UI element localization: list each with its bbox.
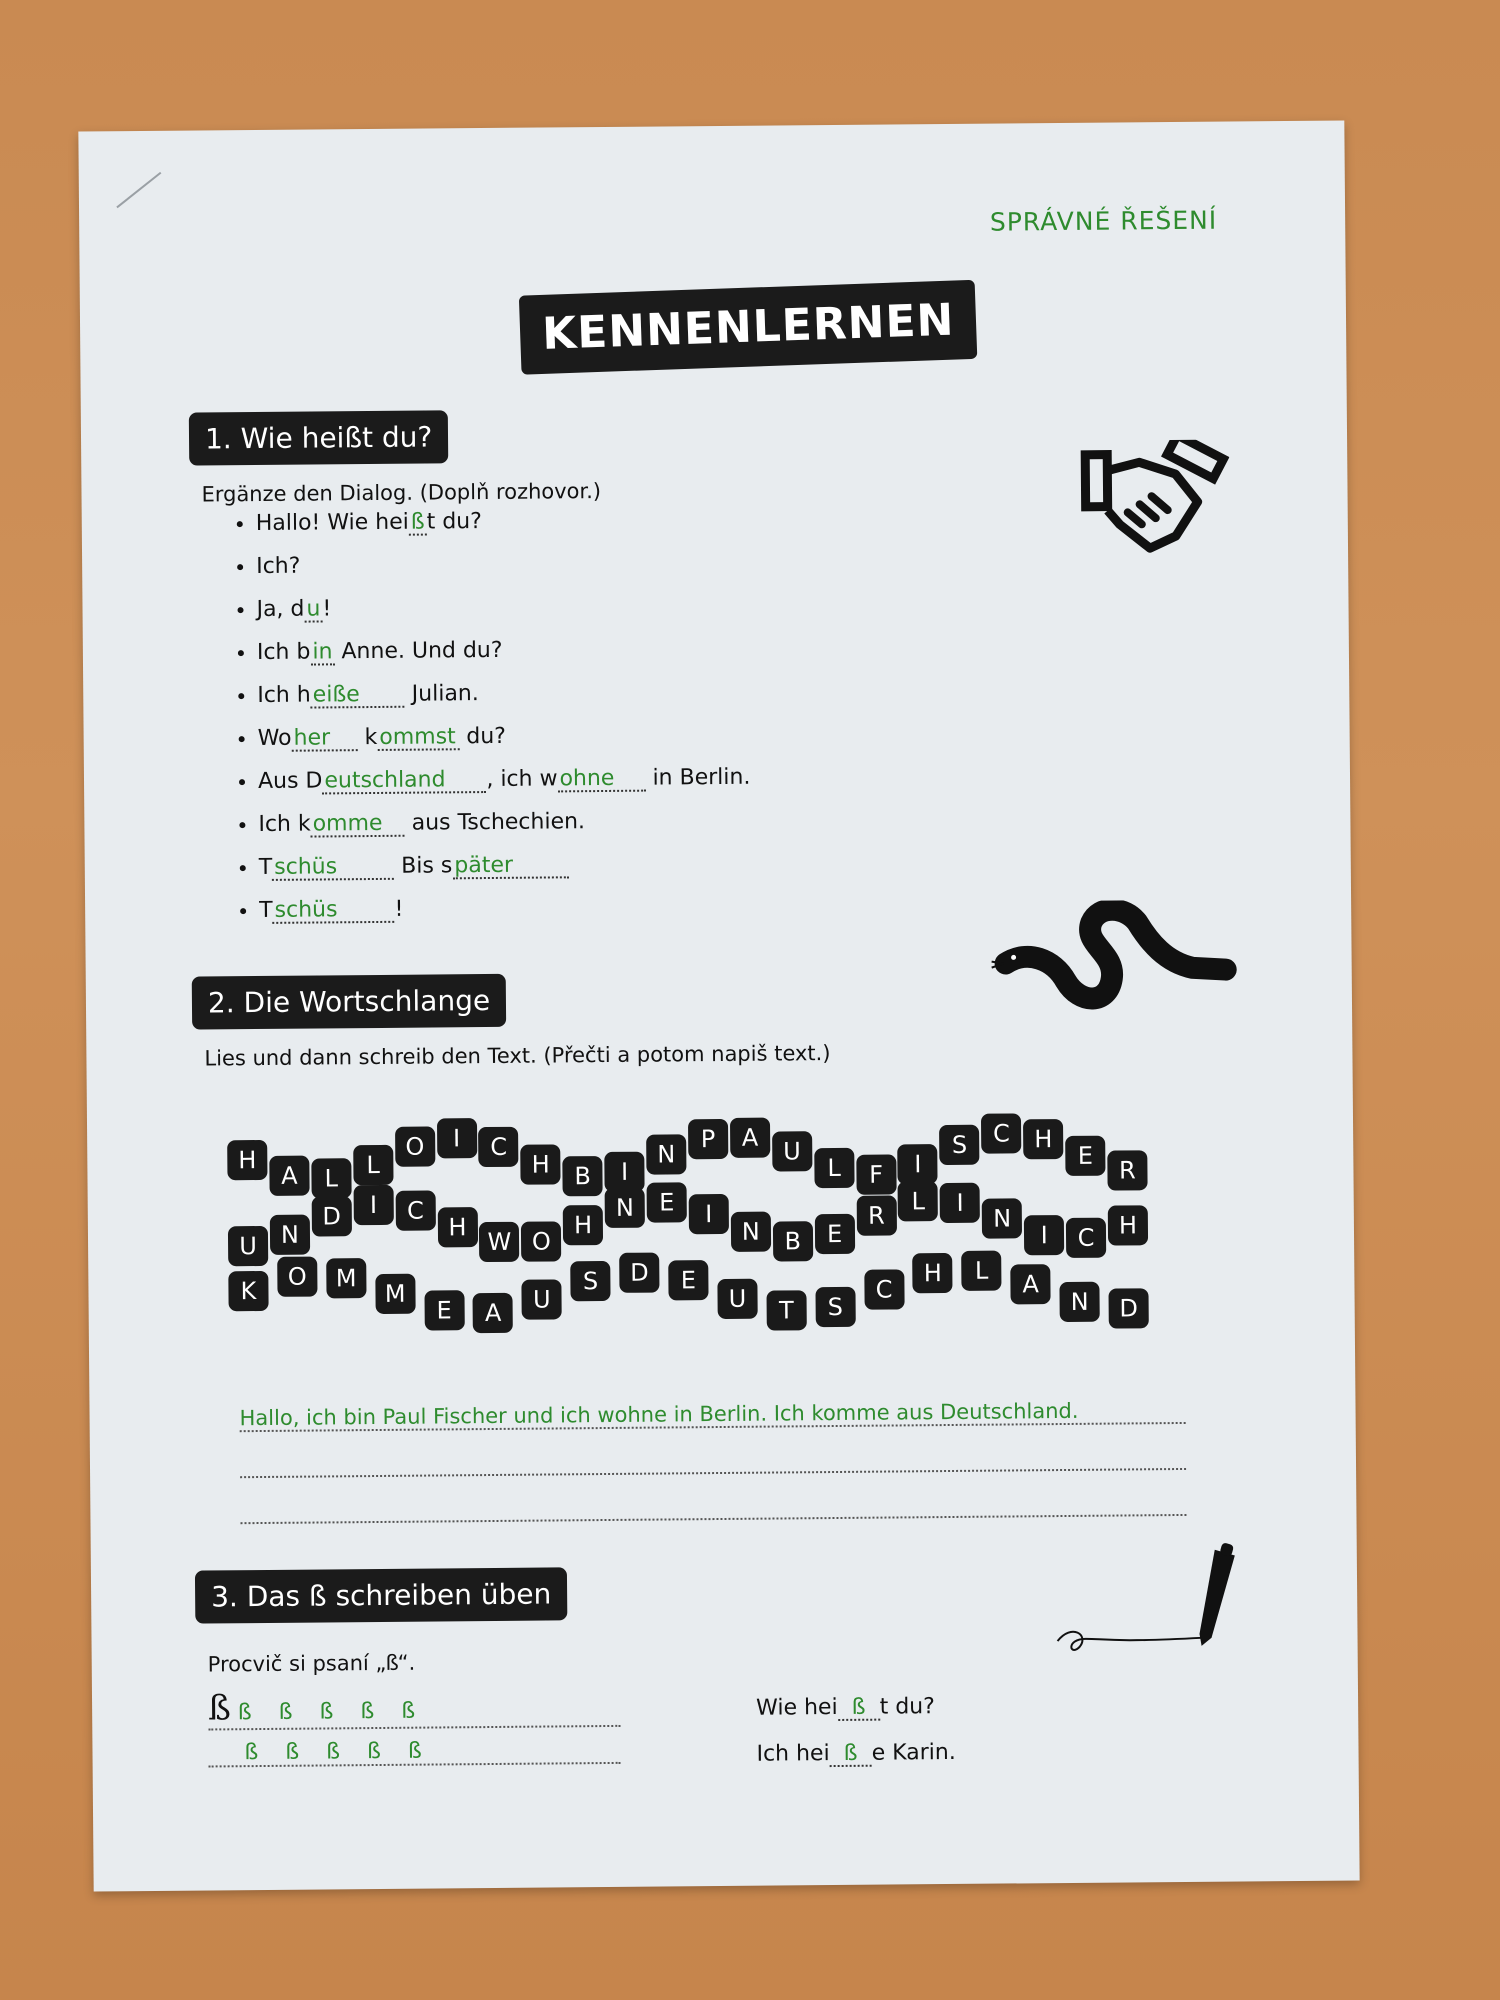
- snake-letter-tile: P: [688, 1119, 728, 1159]
- snake-letter-tile: I: [353, 1185, 393, 1225]
- dialog-line: • Ich?: [256, 541, 749, 588]
- answer-fill: päter: [452, 854, 568, 879]
- practice-row-2: [208, 1737, 620, 1768]
- practice-letters: ß ß ß ß ß: [237, 1698, 426, 1726]
- dialog-line: • Aus Deutschland , ich wohne in Berlin.: [258, 756, 751, 803]
- section3-heading: 3. Das ß schreiben üben: [195, 1567, 568, 1623]
- practice-question-2: Ich hei ß e Karin.: [756, 1739, 956, 1767]
- snake-letter-tile: R: [1107, 1150, 1147, 1190]
- snake-letter-tile: I: [898, 1144, 938, 1184]
- dialog-line: • Ich komme aus Tschechien.: [258, 799, 751, 846]
- dialog-line: • Ich bin Anne. Und du?: [257, 627, 750, 674]
- snake-letter-tile: E: [668, 1261, 708, 1301]
- answer-fill: eiße: [311, 684, 405, 709]
- dialog-line: • Hallo! Wie heißt du?: [256, 498, 749, 545]
- snake-letter-tile: H: [1023, 1119, 1063, 1159]
- model-letter: ß: [207, 1688, 232, 1729]
- snake-letter-tile: A: [1010, 1264, 1050, 1304]
- snake-letter-tile: L: [898, 1182, 938, 1222]
- snake-solution: Hallo, ich bin Paul Fischer und ich wohne in Berlin. Ich komme aus Deutschland.: [239, 1398, 1079, 1431]
- snake-letter-tile: F: [856, 1154, 896, 1194]
- section1-heading: 1. Wie heißt du?: [189, 410, 449, 465]
- answer-fill: her: [291, 727, 357, 752]
- snake-letter-tile: D: [311, 1196, 351, 1236]
- snake-letter-tile: W: [479, 1222, 519, 1262]
- answer-fill: ß: [838, 1697, 880, 1721]
- snake-letter-tile: D: [1108, 1288, 1148, 1328]
- snake-letter-tile: S: [939, 1125, 979, 1165]
- practice-row-1: [208, 1685, 620, 1731]
- snake-letter-tile: L: [814, 1148, 854, 1188]
- snake-letter-tile: N: [982, 1198, 1022, 1238]
- snake-letter-tile: M: [326, 1258, 366, 1298]
- practice-question-1: Wie hei ß t du?: [756, 1694, 935, 1721]
- snake-letter-tile: C: [981, 1114, 1021, 1154]
- answer-fill: omme: [311, 813, 405, 838]
- snake-letter-tile: A: [730, 1117, 770, 1157]
- snake-letter-tile: U: [772, 1131, 812, 1171]
- answer-fill: in: [310, 641, 334, 665]
- dialog-line: • Woher kommst du?: [257, 713, 750, 760]
- page-title: KENNENLERNEN: [519, 280, 978, 375]
- snake-letter-tile: B: [773, 1221, 813, 1261]
- snake-letter-tile: H: [563, 1206, 603, 1246]
- snake-letter-tile: I: [689, 1194, 729, 1234]
- snake-letter-tile: O: [395, 1126, 435, 1166]
- snake-letter-tile: S: [815, 1287, 855, 1327]
- snake-letter-tile: K: [228, 1271, 268, 1311]
- snake-letter-tile: N: [605, 1188, 645, 1228]
- snake-letter-tile: R: [856, 1196, 896, 1236]
- practice-letters: ß ß ß ß ß: [244, 1738, 432, 1766]
- answer-fill: schüs: [273, 899, 395, 924]
- snake-letter-tile: D: [619, 1253, 659, 1293]
- answer-fill: schüs: [272, 856, 394, 881]
- pen-icon: [1051, 1541, 1262, 1663]
- snake-letter-tile: L: [353, 1145, 393, 1185]
- dialog-line: • Tschüs !: [259, 885, 752, 932]
- snake-letter-tile: E: [814, 1214, 854, 1254]
- snake-letter-tile: H: [521, 1145, 561, 1185]
- snake-letter-tile: H: [913, 1253, 953, 1293]
- snake-letter-tile: I: [604, 1152, 644, 1192]
- answer-fill: eutschland: [322, 769, 486, 794]
- snake-letter-tile: B: [563, 1156, 603, 1196]
- snake-letter-tile: N: [731, 1212, 771, 1252]
- snake-letter-tile: C: [1066, 1218, 1106, 1258]
- answer-fill: ß: [830, 1743, 872, 1767]
- snake-letter-tile: I: [1024, 1215, 1064, 1255]
- answer-fill: ß: [409, 512, 427, 536]
- snake-letter-tile: U: [228, 1226, 268, 1266]
- snake-letter-tile: I: [436, 1118, 476, 1158]
- dialog-line: • Ich heiße Julian.: [257, 670, 750, 717]
- dialog-line: • Ja, du!: [256, 584, 749, 631]
- snake-letter-tile: N: [646, 1135, 686, 1175]
- snake-letter-tile: N: [1060, 1282, 1100, 1322]
- snake-letter-tile: M: [375, 1274, 415, 1314]
- snake-letter-tile: S: [570, 1261, 610, 1301]
- answer-key-label: SPRÁVNÉ ŘEŠENÍ: [989, 205, 1218, 237]
- section2-instruction: Lies und dann schreib den Text. (Přečti a potom napiš text.): [204, 1041, 831, 1071]
- snake-letter-tile: C: [864, 1270, 904, 1310]
- section2-heading: 2. Die Wortschlange: [192, 974, 507, 1030]
- dialog-line: • Tschüs Bis später: [259, 842, 752, 889]
- worksheet-page: [78, 121, 1359, 1892]
- snake-letter-tile: H: [437, 1207, 477, 1247]
- snake-letter-tile: E: [424, 1290, 464, 1330]
- snake-letter-tile: L: [961, 1251, 1001, 1291]
- snake-letter-tile: C: [395, 1190, 435, 1230]
- snake-letter-tile: O: [521, 1221, 561, 1261]
- section3-instruction: Procvič si psaní „ß“.: [207, 1650, 416, 1677]
- snake-letter-tile: E: [647, 1183, 687, 1223]
- snake-letter-tile: T: [766, 1290, 806, 1330]
- snake-letter-tile: U: [522, 1280, 562, 1320]
- answer-fill: u: [304, 598, 322, 622]
- snake-letter-tile: U: [717, 1278, 757, 1318]
- snake-letter-tile: N: [270, 1215, 310, 1255]
- section1-instruction: Ergänze den Dialog. (Doplň rozhovor.): [201, 479, 602, 507]
- snake-letter-tile: H: [1108, 1205, 1148, 1245]
- snake-letter-tile: H: [227, 1140, 267, 1180]
- snake-letter-tile: I: [940, 1183, 980, 1223]
- snake-letter-tile: A: [269, 1156, 309, 1196]
- answer-fill: ohne: [557, 768, 645, 793]
- answer-fill: ommst: [377, 726, 459, 751]
- snake-letter-tile: C: [478, 1127, 518, 1167]
- snake-letter-tile: E: [1065, 1136, 1105, 1176]
- snake-letter-tile: L: [311, 1158, 351, 1198]
- snake-letter-tile: A: [473, 1293, 513, 1333]
- snake-letter-tile: O: [277, 1257, 317, 1297]
